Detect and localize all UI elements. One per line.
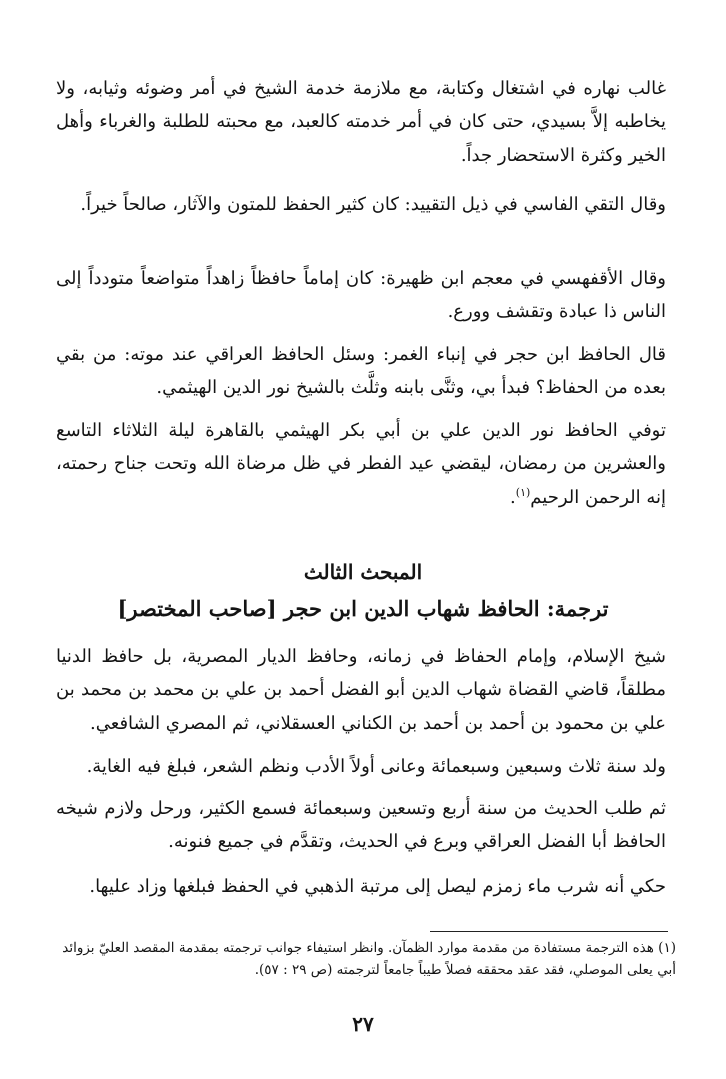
paragraph-8: ثم طلب الحديث من سنة أربع وتسعين وسبعمائة فسمع الكثير، ورحل ولازم شيخه الحافظ أبا الفضل العراقي وبرع في الحديث، وتقدَّم في جميع فنونه. — [56, 798, 666, 853]
footnote-ref: (١) — [515, 485, 531, 499]
paragraph-2: وقال التقي الفاسي في ذيل التقييد: كان كثير الحفظ للمتون والآثار، صالحاً خيراً. — [80, 194, 666, 215]
paragraph-9: حكي أنه شرب ماء زمزم ليصل إلى مرتبة الذهبي في الحفظ فبلغها وزاد عليها. — [89, 876, 666, 897]
paragraph-7: ولد سنة ثلاث وسبعين وسبعمائة وعانى أولاً الأدب ونظم الشعر، فبلغ فيه الغاية. — [86, 756, 666, 777]
paragraph-6: شيخ الإسلام، وإمام الحفاظ في زمانه، وحافظ الديار المصرية، بل حافظ الدنيا مطلقاً، قاضي القضاة شهاب الدين أبو الفضل أحمد بن علي بن محمد بن محمد بن علي بن محمود بن أحمد بن أحمد بن الكناني العسقلاني، ثم المصري الشافعي. — [56, 646, 666, 734]
footnote — [40, 938, 676, 981]
paragraph-4: قال الحافظ ابن حجر في إنباء الغمر: وسئل الحافظ العراقي عند موته: من بقي بعده من الحفاظ؟ فبدأ بي، وثنَّى بابنه وثلَّث بالشيخ نور الدين الهيثمي. — [56, 344, 666, 399]
footnote-divider — [430, 931, 668, 932]
section-heading: المبحث الثالث — [303, 560, 423, 584]
chapter-title: ترجمة: الحافظ شهاب الدين ابن حجر [صاحب المختصر] — [117, 596, 609, 621]
paragraph-5: توفي الحافظ نور الدين علي بن أبي بكر الهيثمي بالقاهرة ليلة الثلاثاء التاسع والعشرين من رمضان، ليقضي عيد الفطر في ظل مرضاة الله وتحت جناح رحمته، إنه الرحمن الرحيم$^{(١)}$. — [56, 420, 666, 508]
footnote-text: هذه الترجمة مستفادة من مقدمة موارد الظمآن. وانظر استيفاء جوانب ترجمته بمقدمة المقصد العليّ بزوائد أبي يعلى الموصلي، فقد عقد محققه فصلاً طيباً جامعاً لترجمته (ص ٢٩ : ٥٧). — [62, 940, 676, 978]
paragraph-3: وقال الأقفهسي في معجم ابن ظهيرة: كان إماماً حافظاً زاهداً متواضعاً متودداً إلى الناس ذا عبادة وتقشف وورع. — [56, 268, 666, 323]
footnote-number: (١) — [658, 940, 676, 956]
paragraph-1: غالب نهاره في اشتغال وكتابة، مع ملازمة خدمة الشيخ في أمر وضوئه وثيابه، ولا يخاطبه إلاَّ بسيدي، حتى كان في أمر خدمته كالعبد، مع محبته للطلبة والغرباء وأهل الخير وكثرة الاستحضار جداً. — [56, 78, 666, 166]
page-number: ٢٧ — [352, 1012, 374, 1036]
